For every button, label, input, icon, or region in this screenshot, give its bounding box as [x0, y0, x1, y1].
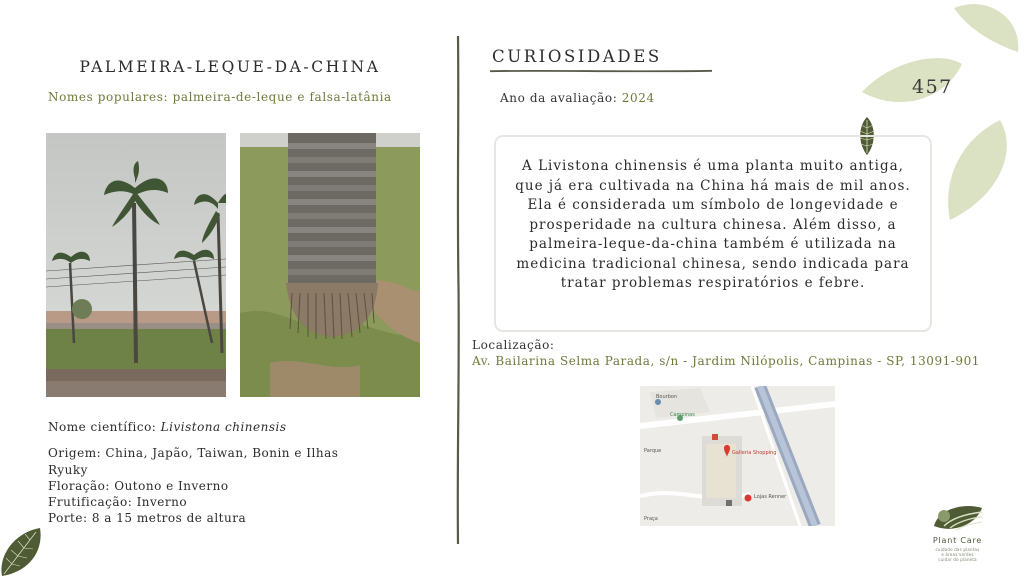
plant-title: PALMEIRA-LEQUE-DA-CHINA — [79, 58, 381, 76]
plant-size: Porte: 8 a 15 metros de altura — [48, 511, 247, 525]
evaluation-year-label: Ano da avaliação: — [500, 91, 618, 105]
plant-number-badge: 457 — [912, 76, 953, 98]
popular-names — [48, 90, 392, 104]
decorative-leaf-bottom-left-icon — [0, 524, 44, 576]
location-map[interactable] — [640, 386, 835, 526]
location-address: Av. Bailarina Selma Parada, s/n - Jardim Nilópolis, Campinas - SP, 13091-901 — [472, 354, 980, 368]
plant-care-logo-sub2: e áreas verdes — [941, 552, 974, 557]
map-label-praca: Praça — [644, 516, 658, 522]
curiosities-underline — [490, 68, 712, 74]
plant-care-logo-sub3: cuidar do planeta — [938, 557, 977, 562]
plant-origin: Origem: China, Japão, Taiwan, Bonin e Ilhas Ryuky — [48, 446, 339, 477]
evaluation-year — [500, 91, 655, 105]
curiosities-title: CURIOSIDADES — [492, 47, 662, 66]
curiosities-text: A Livistona chinensis é uma planta muito antiga, que já era cultivada na China há mais de mil anos. Ela é considerada um símbolo de longevidade e prosperidade na cultura chinesa. Além disso, a palmeira-leque-da-china também é utilizada na medicina tradicional chinesa, sendo indicada para tratar problemas respiratórios e febre. — [515, 158, 911, 291]
plant-fruiting: Frutificação: Inverno — [48, 495, 188, 509]
map-label-galleria: Galleria Shopping — [732, 450, 777, 456]
plant-care-logo — [920, 500, 995, 562]
map-label-bourbon: Bourbon — [656, 394, 678, 400]
evaluation-year-value: 2024 — [621, 91, 655, 105]
palm-photo-full — [46, 133, 226, 397]
plant-flowering: Floração: Outono e Inverno — [48, 479, 229, 493]
popular-names-label: Nomes populares: — [48, 90, 169, 104]
map-label-parque: Parque — [644, 448, 662, 454]
location-label: Localização: — [472, 338, 555, 352]
column-divider — [456, 36, 460, 544]
plant-care-logo-icon — [930, 502, 986, 534]
plant-care-logo-sub1: cuidado das plantas — [935, 547, 980, 552]
scientific-name — [48, 419, 287, 436]
map-label-renner: Lojas Renner — [754, 494, 787, 500]
scientific-name-value: Livistona chinensis — [160, 420, 287, 434]
popular-names-value: palmeira-de-leque e falsa-latânia — [172, 90, 392, 104]
plant-care-logo-name: Plant Care — [932, 536, 983, 545]
map-label-campinas: Campinas — [670, 412, 695, 418]
palm-trunk-photo — [240, 133, 420, 397]
scientific-name-label: Nome científico: — [48, 420, 157, 434]
plant-care-logo-subtitle — [920, 547, 995, 562]
